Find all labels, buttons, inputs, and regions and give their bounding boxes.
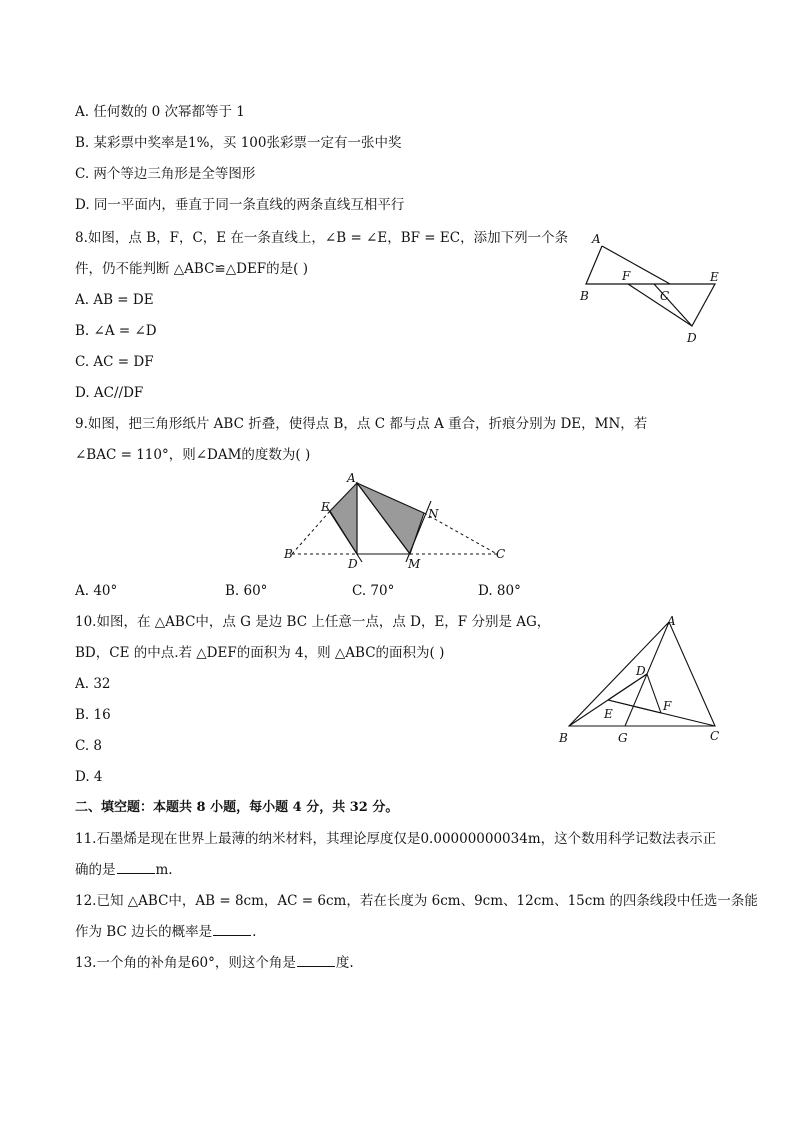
q13-answer-blank[interactable] [297,954,335,967]
q13-line1-pre: 13.一个角的补角是60°，则这个角是 [75,955,296,971]
q10-label-f: F [663,699,672,713]
q10-label-d: D [636,664,646,678]
q10-label-e: E [604,707,613,721]
q8-option-a: A. AB = DE [75,292,154,308]
q10-label-b: B [559,731,568,745]
q11-line2-pre: 确的是 [75,862,116,878]
q11-line2-post: m. [155,862,173,878]
q8-label-d: D [687,331,697,345]
q9-stem-line1: 9.如图，把三角形纸片 ABC 折叠，使得点 B，点 C 都与点 A 重合，折痕分别为 DE，MN，若 [75,416,648,432]
q10-label-a: A [667,614,676,628]
q7-option-b: B. 某彩票中奖率是1%，买 100张彩票一定有一张中奖 [75,135,402,151]
q8-label-c: C [660,289,670,303]
q8-label-b: B [580,289,589,303]
q9-label-d: D [348,557,358,571]
q9-label-b: B [284,547,293,561]
q12-line2-pre: 作为 BC 边长的概率是 [75,924,213,940]
q7-option-a: A. 任何数的 0 次幂都等于 1 [75,104,245,120]
q8-option-d: D. AC//DF [75,385,144,401]
q7-option-d: D. 同一平面内，垂直于同一条直线的两条直线互相平行 [75,197,405,213]
q11-answer-blank[interactable] [117,861,155,874]
q13-line1-post: 度. [335,955,354,971]
q8-figure [570,228,730,348]
q9-label-c: C [496,547,506,561]
q10-option-b: B. 16 [75,707,111,723]
q9-option-c: C. 70° [352,583,395,599]
q9-stem-line2: ∠BAC = 110°，则∠DAM的度数为( ) [75,447,311,463]
q9-label-m: M [408,557,421,571]
q10-stem-line2: BD，CE 的中点.若 △DEF的面积为 4，则 △ABC的面积为( ) [75,645,445,661]
q9-figure [280,470,520,575]
q11-stem-line1: 11.石墨烯是现在世界上最薄的纳米材料，其理论厚度仅是0.00000000034m，这个数用科学记数法表示正 [75,831,717,847]
q13-stem [75,954,354,972]
section-2-heading: 二、填空题：本题共 8 小题，每小题 4 分，共 32 分。 [75,800,399,815]
q10-figure [555,612,730,747]
q10-option-a: A. 32 [75,676,111,692]
q8-label-e: E [710,270,719,284]
q10-option-c: C. 8 [75,738,103,754]
q8-option-b: B. ∠A = ∠D [75,323,157,339]
q8-stem-line2: 件，仍不能判断 △ABC≌△DEF的是( ) [75,261,308,277]
q7-option-c: C. 两个等边三角形是全等图形 [75,166,256,182]
q12-answer-blank[interactable] [213,923,251,936]
q8-label-a: A [592,232,601,246]
q9-label-a: A [347,471,356,485]
q10-label-g: G [618,731,628,745]
q10-label-c: C [710,729,720,743]
q12-stem-line2 [75,923,256,941]
q9-label-e: E [321,500,330,514]
q8-option-c: C. AC = DF [75,354,154,370]
q9-option-a: A. 40° [75,583,118,599]
q10-stem-line1: 10.如图，在 △ABC中，点 G 是边 BC 上任意一点，点 D，E，F 分别是 AG， [75,614,551,630]
q9-option-d: D. 80° [478,583,521,599]
q8-label-f: F [622,269,631,283]
q12-line2-post: . [252,924,257,940]
q8-stem-line1: 8.如图，点 B，F，C，E 在一条直线上，∠B = ∠E，BF = EC，添加下列一个条 [75,230,569,246]
q11-stem-line2 [75,861,173,879]
q12-stem-line1: 12.已知 △ABC中，AB = 8cm，AC = 6cm，若在长度为 6cm、9cm、12cm、15cm 的四条线段中任选一条能 [75,893,758,909]
q10-option-d: D. 4 [75,769,103,785]
q9-option-b: B. 60° [225,583,268,599]
q9-label-n: N [428,507,439,521]
